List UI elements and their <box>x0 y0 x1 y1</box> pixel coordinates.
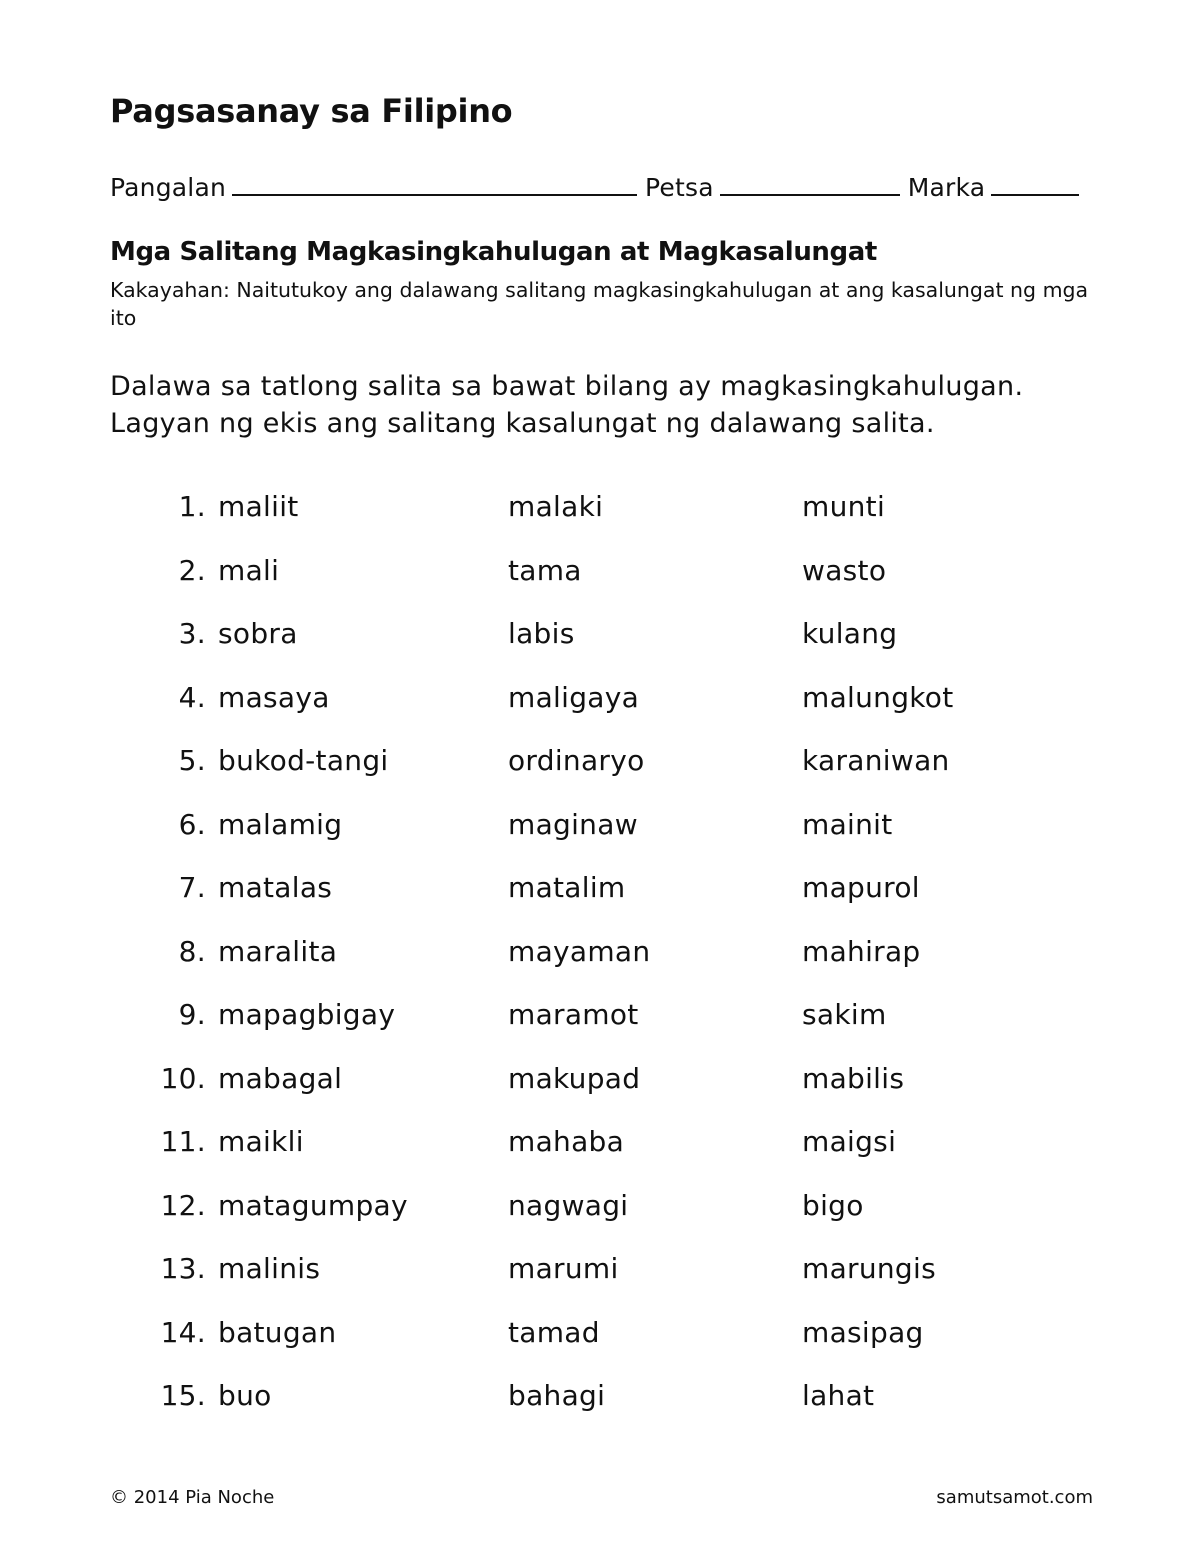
list-item <box>0 490 1200 554</box>
word-choice-c[interactable]: maigsi <box>802 1125 897 1158</box>
word-choice-a[interactable]: masaya <box>218 680 330 714</box>
item-number: 13. <box>160 1252 206 1285</box>
list-item <box>0 681 1200 745</box>
word-choice-c[interactable]: karaniwan <box>802 744 950 777</box>
date-blank[interactable] <box>720 172 900 196</box>
list-item <box>0 935 1200 999</box>
item-number: 6. <box>178 807 206 841</box>
list-item <box>0 617 1200 681</box>
word-choice-c[interactable]: malungkot <box>802 680 954 714</box>
word-choice-a[interactable]: maliit <box>218 490 299 523</box>
word-choice-a[interactable]: maikli <box>218 1125 304 1158</box>
name-label: Pangalan <box>110 173 227 202</box>
word-choice-b[interactable]: tama <box>508 553 582 587</box>
word-choice-c[interactable]: masipag <box>802 1315 924 1349</box>
word-choice-c[interactable]: mapurol <box>802 871 920 904</box>
list-item <box>0 554 1200 618</box>
word-choice-b[interactable]: labis <box>508 617 575 650</box>
word-choice-b[interactable]: bahagi <box>508 1379 606 1412</box>
list-item <box>0 744 1200 808</box>
list-item <box>0 1379 1200 1443</box>
word-choice-c[interactable]: kulang <box>802 617 898 650</box>
word-choice-b[interactable]: malaki <box>508 490 604 523</box>
word-choice-a[interactable]: bukod-tangi <box>218 744 389 777</box>
item-number: 15. <box>160 1379 206 1412</box>
name-blank[interactable] <box>232 172 637 196</box>
word-choice-a[interactable]: batugan <box>218 1315 337 1349</box>
item-number: 5. <box>178 744 206 777</box>
word-choice-c[interactable]: lahat <box>802 1379 875 1412</box>
word-choice-b[interactable]: makupad <box>508 1061 641 1095</box>
word-choice-a[interactable]: mabagal <box>218 1061 343 1095</box>
list-item <box>0 871 1200 935</box>
word-choice-c[interactable]: sakim <box>802 998 887 1031</box>
word-choice-b[interactable]: maginaw <box>508 807 638 841</box>
word-choice-c[interactable]: wasto <box>802 553 887 587</box>
word-choice-c[interactable]: mabilis <box>802 1061 905 1095</box>
word-list <box>0 490 1200 1443</box>
list-item <box>0 1316 1200 1380</box>
score-blank[interactable] <box>991 172 1079 196</box>
word-choice-a[interactable]: maralita <box>218 934 338 968</box>
item-number: 14. <box>160 1315 206 1349</box>
section-title: Mga Salitang Magkasingkahulugan at Magkasalungat <box>110 237 877 267</box>
item-number: 2. <box>178 553 206 587</box>
word-choice-b[interactable]: maligaya <box>508 680 640 714</box>
word-choice-b[interactable]: tamad <box>508 1315 600 1349</box>
skill-description: Kakayahan: Naitutukoy ang dalawang salitang magkasingkahulugan at ang kasalungat ng mga ito <box>110 278 1089 330</box>
copyright: © 2014 Pia Noche <box>110 1487 275 1508</box>
item-number: 11. <box>160 1125 206 1158</box>
word-choice-a[interactable]: matalas <box>218 871 333 904</box>
word-choice-a[interactable]: malamig <box>218 807 343 841</box>
word-choice-c[interactable]: marungis <box>802 1252 936 1285</box>
list-item <box>0 1252 1200 1316</box>
date-label: Petsa <box>645 173 714 202</box>
instructions <box>110 368 1110 442</box>
item-number: 4. <box>178 680 206 714</box>
word-choice-b[interactable]: maramot <box>508 998 639 1031</box>
item-number: 1. <box>178 490 206 523</box>
word-choice-a[interactable]: malinis <box>218 1252 321 1285</box>
word-choice-b[interactable]: nagwagi <box>508 1188 629 1222</box>
page-title: Pagsasanay sa Filipino <box>110 92 513 130</box>
word-choice-a[interactable]: sobra <box>218 617 298 650</box>
word-choice-a[interactable]: matagumpay <box>218 1188 408 1222</box>
item-number: 8. <box>178 934 206 968</box>
word-choice-a[interactable]: mapagbigay <box>218 998 396 1031</box>
word-choice-a[interactable]: mali <box>218 553 280 587</box>
list-item <box>0 1189 1200 1253</box>
list-item <box>0 1125 1200 1189</box>
word-choice-a[interactable]: buo <box>218 1379 272 1412</box>
list-item <box>0 998 1200 1062</box>
word-choice-c[interactable]: mahirap <box>802 934 921 968</box>
word-choice-c[interactable]: bigo <box>802 1188 864 1222</box>
word-choice-b[interactable]: mahaba <box>508 1125 625 1158</box>
list-item <box>0 808 1200 872</box>
instructions-line-1: Dalawa sa tatlong salita sa bawat bilang ay magkasingkahulugan. <box>110 371 1024 402</box>
student-info-line <box>110 172 1087 202</box>
item-number: 10. <box>160 1061 206 1095</box>
item-number: 3. <box>178 617 206 650</box>
word-choice-b[interactable]: ordinaryo <box>508 744 645 777</box>
word-choice-b[interactable]: mayaman <box>508 934 651 968</box>
word-choice-b[interactable]: marumi <box>508 1252 619 1285</box>
item-number: 9. <box>178 998 206 1031</box>
list-item <box>0 1062 1200 1126</box>
score-label: Marka <box>907 173 986 202</box>
instructions-line-2: Lagyan ng ekis ang salitang kasalungat ng dalawang salita. <box>110 408 935 439</box>
word-choice-c[interactable]: mainit <box>802 807 893 841</box>
website: samutsamot.com <box>936 1487 1093 1508</box>
word-choice-b[interactable]: matalim <box>508 871 626 904</box>
item-number: 7. <box>178 871 206 904</box>
word-choice-c[interactable]: munti <box>802 490 886 523</box>
item-number: 12. <box>160 1188 206 1222</box>
